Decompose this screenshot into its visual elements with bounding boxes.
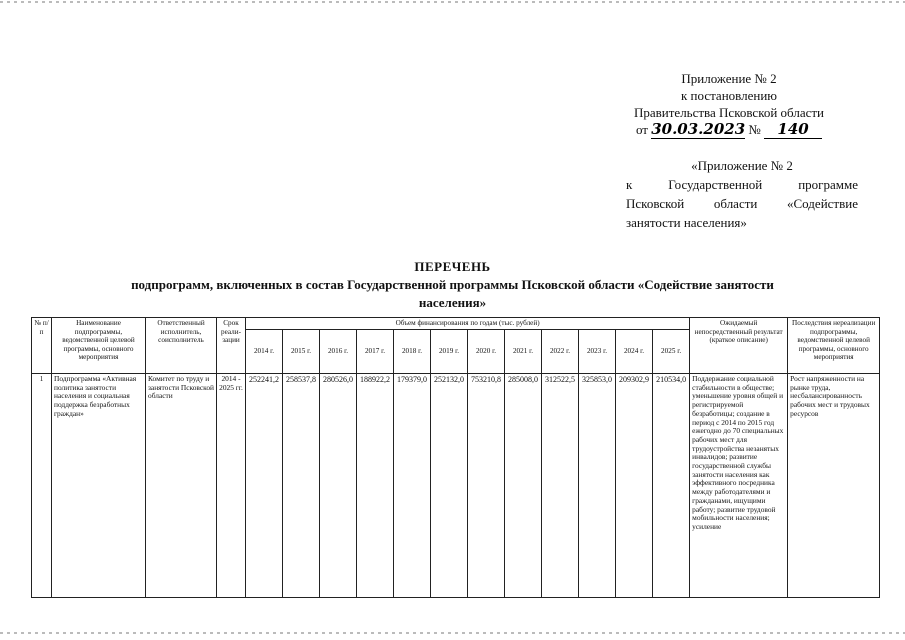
table-header-row	[32, 318, 880, 330]
cell-term: 2014 - 2025 гг.	[217, 374, 246, 598]
appendix-line: Правительства Псковской области	[633, 105, 825, 120]
cell-amount: 179379,0	[394, 374, 431, 598]
header-year: 2024 г.	[616, 330, 653, 374]
handwritten-date: 30.03.2023	[651, 120, 746, 138]
header-year: 2021 г.	[505, 330, 542, 374]
appendix-line: Приложение № 2	[681, 71, 777, 86]
appendix-line: Псковской области «Содействие	[626, 196, 858, 211]
header-term: Срок реали-зации	[217, 318, 246, 374]
handwritten-number: 140	[764, 121, 822, 139]
header-year: 2018 г.	[394, 330, 431, 374]
from-label: от	[635, 122, 648, 137]
cell-name: Подпрограмма «Активная политика занятости населения и социальная поддержка безработных граждан»	[52, 374, 146, 598]
cell-amount: 258537,8	[283, 374, 320, 598]
subprograms-table	[31, 317, 880, 598]
appendix-line: занятости населения»	[626, 215, 747, 230]
cell-amount: 312522,5	[542, 374, 579, 598]
header-year: 2016 г.	[320, 330, 357, 374]
appendix-line: к постановлению	[680, 88, 778, 103]
header-year: 2022 г.	[542, 330, 579, 374]
cell-executor: Комитет по труду и занятости Псковской области	[146, 374, 217, 598]
cell-amount: 188922,2	[357, 374, 394, 598]
document-title	[0, 258, 905, 312]
cell-amount: 280526,0	[320, 374, 357, 598]
header-year: 2014 г.	[246, 330, 283, 374]
table-row	[32, 374, 880, 598]
title-heading: ПЕРЕЧЕНЬ	[414, 259, 491, 274]
cell-consequences: Рост напряженности на рынке труда, несбалансированность рабочих мест и трудовых ресурсов	[788, 374, 880, 598]
cell-amount: 753210,8	[468, 374, 505, 598]
cell-amount: 252132,0	[431, 374, 468, 598]
cell-amount: 285008,0	[505, 374, 542, 598]
program-appendix-header	[626, 156, 858, 232]
header-year: 2017 г.	[357, 330, 394, 374]
header-year: 2019 г.	[431, 330, 468, 374]
header-year: 2020 г.	[468, 330, 505, 374]
number-label: №	[748, 122, 761, 137]
cell-num: 1	[32, 374, 52, 598]
cell-amount: 252241,2	[246, 374, 283, 598]
title-subtitle: подпрограмм, включенных в состав Государственной программы Псковской области «Содействие занятости	[131, 277, 774, 292]
header-year: 2015 г.	[283, 330, 320, 374]
scan-edge-top	[0, 1, 905, 3]
appendix-line: к Государственной программе	[626, 177, 858, 192]
header-consequences: Последствия нереализации подпрограммы, ведомственной целевой программы, основного мероприятия	[788, 318, 880, 374]
appendix-line: «Приложение № 2	[691, 158, 793, 173]
header-name: Наименование подпрограммы, ведомственной целевой программы, основного мероприятия	[52, 318, 146, 374]
title-subtitle-cont: населения»	[418, 295, 487, 310]
cell-result: Поддержание социальной стабильности в обществе; уменьшение уровня общей и регистрируемой безработицы; создание в период с 2014 по 2015 год ежегодно до 70 специальных рабочих мест для трудоустройства незанятых инвалидов; развитие государственной службы занятости населения как эффективного посредника между работодателями и гражданами, ищущими работу; развитие трудовой мобильности населения; усиление	[690, 374, 788, 598]
cell-amount: 210534,0	[653, 374, 690, 598]
date-number-line	[600, 121, 858, 139]
header-num: № п/п	[32, 318, 52, 374]
header-executor: Ответственный исполнитель, соисполнитель	[146, 318, 217, 374]
scan-edge-bottom	[0, 632, 905, 634]
header-year: 2023 г.	[579, 330, 616, 374]
appendix-header	[600, 70, 858, 139]
cell-amount: 209302,9	[616, 374, 653, 598]
header-result: Ожидаемый непосредственный результат (краткое описание)	[690, 318, 788, 374]
cell-amount: 325853,0	[579, 374, 616, 598]
header-funding: Объем финансирования по годам (тыс. рублей)	[246, 318, 690, 330]
header-year: 2025 г.	[653, 330, 690, 374]
